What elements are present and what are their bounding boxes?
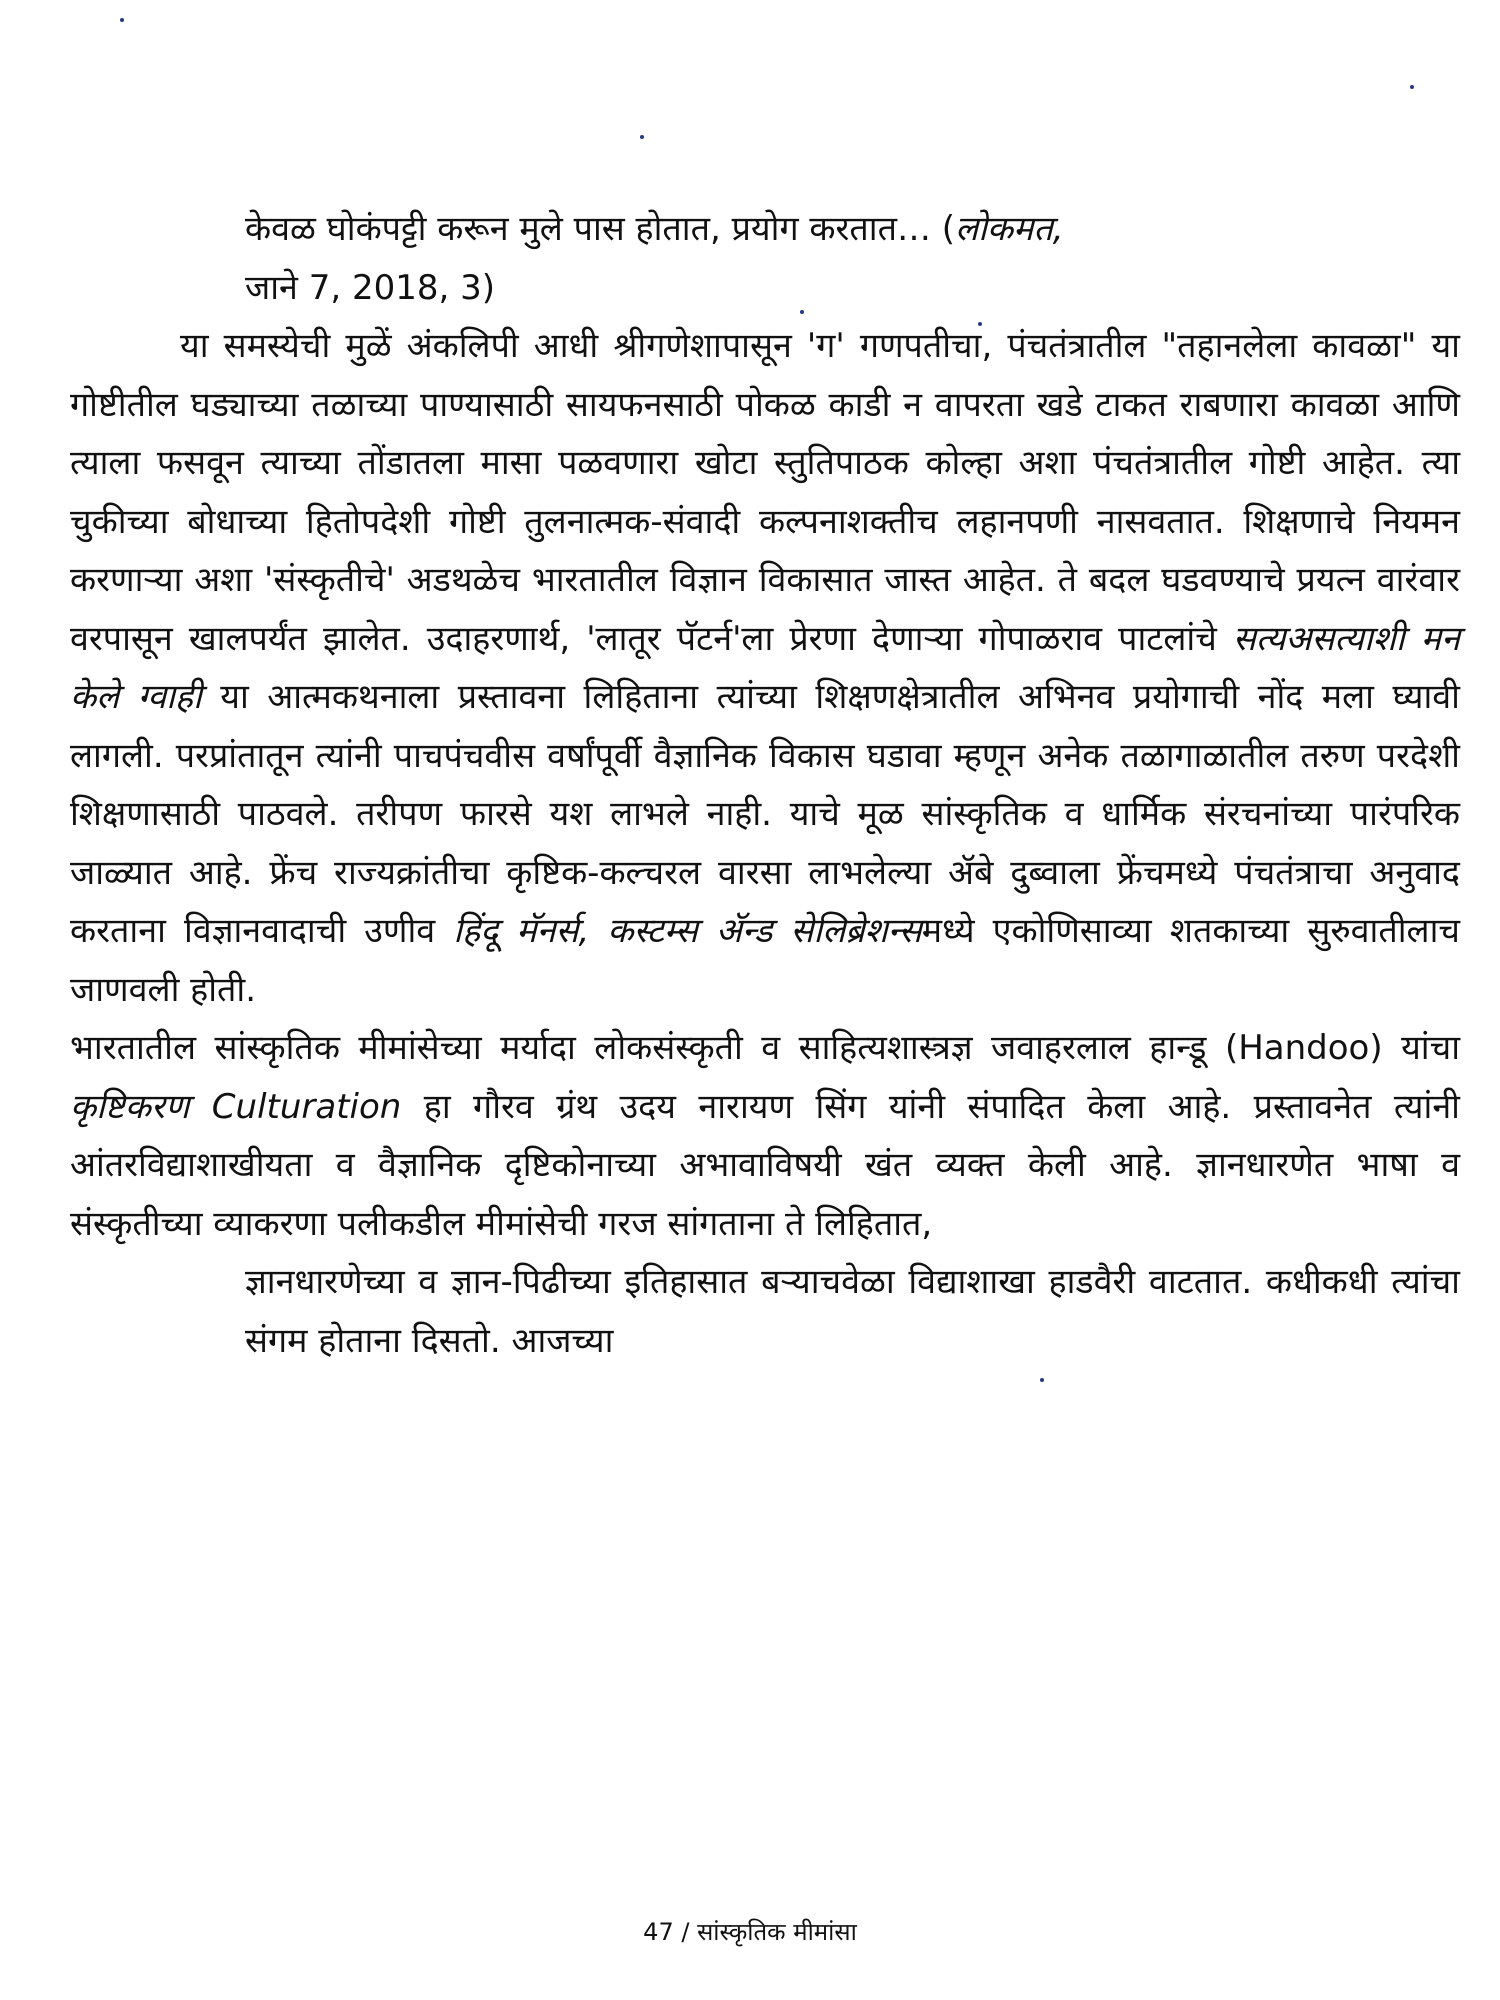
page-footer [0, 1915, 1500, 1948]
paragraph-2 [70, 1019, 1460, 1253]
scan-speck [640, 135, 644, 139]
quote-2-text: ज्ञानधारणेच्या व ज्ञान-पिढीच्या इतिहासात बऱ्याचवेळा विद्याशाखा हाडवैरी वाटतात. कधीकधी त्यांचा संगम होताना दिसतो. आजच्या [245, 1262, 1460, 1361]
scan-speck [800, 310, 804, 314]
book-title-italic: सत्यअसत्याशी मन केले ग्वाही [70, 618, 1460, 717]
footer-separator: / [673, 1918, 698, 1946]
quote-citation: जाने 7, 2018, 3) [245, 267, 495, 308]
document-body [70, 200, 1460, 1370]
paragraph-1-text-b: या आत्मकथनाला प्रस्तावना लिहिताना त्यांच्या शिक्षणक्षेत्रातील अभिनव प्रयोगाची नोंद मला घ्यावी लागली. परप्रांतातून त्यांनी पाचपंचवीस वर्षांपूर्वी वैज्ञानिक विकास घडावा म्हणून अनेक तळागाळातील तरुण परदेशी शिक्षणासाठी पाठवले. तरीपण फारसे यश लाभले नाही. याचे मूळ सांस्कृतिक व धार्मिक संरचनांच्या पारंपरिक जाळ्यात आहे. फ्रेंच राज्यक्रांतीचा कृष्टिक-कल्चरल वारसा लाभलेल्या ॲबे दुब्वाला फ्रेंचमध्ये पंचतंत्राचा अनुवाद करताना विज्ञानवादाची उणीव [70, 677, 1460, 951]
page-number: 47 [643, 1918, 674, 1946]
paragraph-1-text-a: या समस्येची मुळें अंकलिपी आधी श्रीगणेशापासून 'ग' गणपतीचा, पंचतंत्रातील "तहानलेला कावळा" या गोष्टीतील घड्याच्या तळाच्या पाण्यासाठी सायफनसाठी पोकळ काडी न वापरता खडे टाकत राबणारा कावळा आणि त्याला फसवून त्याच्या तोंडातला मासा पळवणारा खोटा स्तुतिपाठक कोल्हा अशा पंचतंत्रातील गोष्टी आहेत. त्या चुकीच्या बोधाच्या हितोपदेशी गोष्टी तुलनात्मक-संवादी कल्पनाशक्तीच लहानपणी नासवतात. शिक्षणाचे नियमन करणाऱ्या अशा 'संस्कृतीचे' अडथळेच भारतातील विज्ञान विकासात जास्त आहेत. ते बदल घडवण्याचे प्रयत्न वारंवार वरपासून खालपर्यंत झालेत. उदाहरणार्थ, 'लातूर पॅटर्न'ला प्रेरणा देणाऱ्या गोपाळराव पाटलांचे [70, 326, 1460, 659]
quote-block-2 [245, 1253, 1460, 1370]
footer-title: सांस्कृतिक मीमांसा [697, 1918, 857, 1946]
paragraph-2-text-a: भारतातील सांस्कृतिक मीमांसेच्या मर्यादा लोकसंस्कृती व साहित्यशास्त्रज्ञ जवाहरलाल हान्डू (Handoo) यांचा [70, 1028, 1460, 1068]
quote-source: लोकमत, [955, 209, 1064, 249]
paragraph-2-text-b: हा गौरव ग्रंथ उदय नारायण सिंग यांनी संपादित केला आहे. प्रस्तावनेत त्यांनी आंतरविद्याशाखीयता व वैज्ञानिक दृष्टिकोनाच्या अभावाविषयी खंत व्यक्त केली आहे. ज्ञानधारणेत भाषा व संस्कृतीच्या व्याकरणा पलीकडील मीमांसेची गरज सांगताना ते लिहितात, [70, 1086, 1460, 1244]
scan-speck [1040, 1378, 1044, 1382]
book-title-italic-2: हिंदू मॅनर्स, कस्टम्स ॲन्ड सेलिब्रेशन्स [453, 911, 922, 951]
book-title-italic-3: कृष्टिकरण Culturation [70, 1086, 402, 1127]
quote-block-1 [245, 200, 1460, 317]
scan-speck [120, 18, 124, 22]
quote-text: केवळ घोकंपट्टी करून मुले पास होतात, प्रयोग करतात… ( [245, 209, 956, 249]
paragraph-1-text-c: मध्ये एकोणिसाव्या शतकाच्या सुरुवातीलाच जाणवली होती. [70, 911, 1460, 1010]
paragraph-1 [70, 317, 1460, 1019]
scan-speck [1410, 85, 1414, 89]
scan-speck [978, 322, 982, 326]
